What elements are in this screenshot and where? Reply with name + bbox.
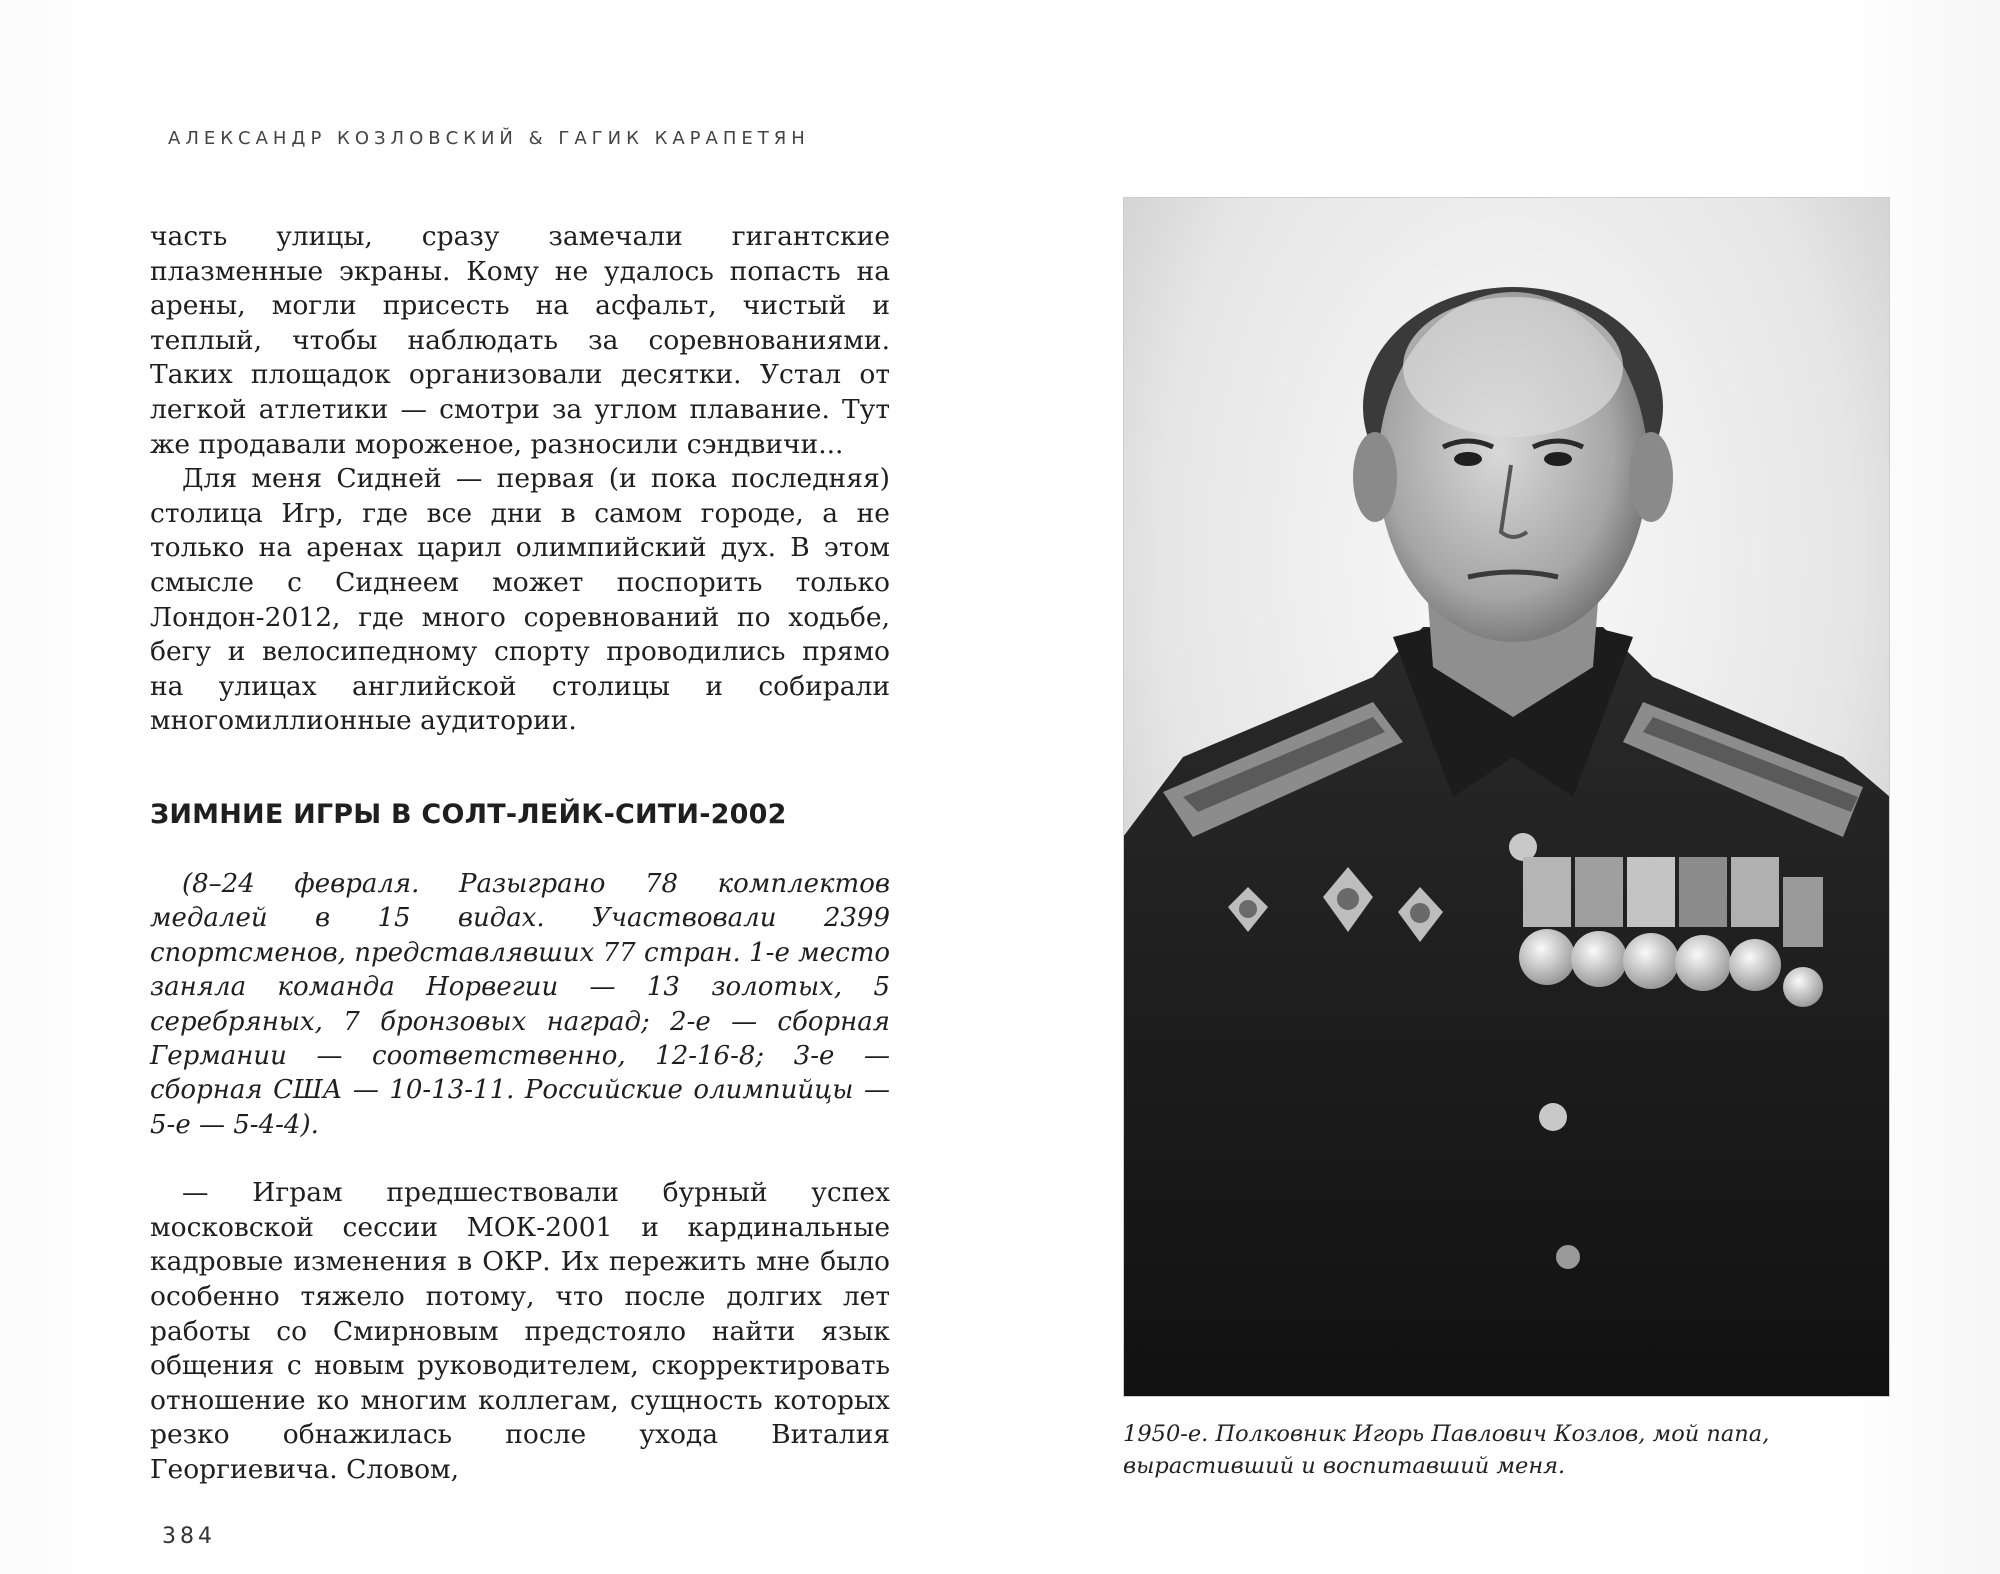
body-paragraph-3: — Играм предшествовали бурный успех московской сессии МОК-2001 и кардинальные кадровые изменения в ОКР. Их пережить мне было особенно тяжело потому, что после долгих лет работы со Смирновым предстояло найти язык общения с новым руководителем, скорректировать отношение ко многим коллегам, сущность которых резко обнажилась после ухода Виталия Георгиевича. Словом, xyxy=(150,1177,890,1485)
caption-line-2: вырастивший и воспитавший меня. xyxy=(1123,1453,1566,1479)
text-column xyxy=(150,220,890,1488)
body-paragraph-1: часть улицы, сразу замечали гигантские плазменные экраны. Кому не удалось попасть на арены, могли присесть на асфальт, чистый и теплый, чтобы наблюдать за соревнованиями. Таких площадок организовали десятки. Устал от легкой атлетики — смотри за углом плавание. Тут же продавали мороженое, разносили сэндвичи... xyxy=(150,221,890,460)
section-heading: ЗИМНИЕ ИГРЫ В СОЛТ-ЛЕЙК-СИТИ-2002 xyxy=(150,798,787,830)
portrait-photo xyxy=(1123,197,1890,1397)
page-number: 384 xyxy=(162,1524,216,1549)
lead-italic-summary: (8–24 февраля. Разыграно 78 комплектов медалей в 15 видах. Участвовали 2399 спортсменов, представлявших 77 стран. 1-е место заняла команда Норвегии — 13 золотых, 5 серебряных, 7 бронзовых наград; 2-е — сборная Германии — соответственно, 12-16-8; 3-е — сборная США — 10-13-11. Российские олимпийцы — 5-е — 5-4-4). xyxy=(150,868,890,1140)
photo-caption xyxy=(1123,1418,1883,1482)
body-paragraph-2: Для меня Сидней — первая (и пока последняя) столица Игр, где все дни в самом городе, а не только на аренах царил олимпийский дух. В этом смысле с Сиднеем может поспорить только Лондон-2012, где много соревнований по ходьбе, бегу и велосипедному спорту проводились прямо на улицах английской столицы и собирали многомиллионные аудитории. xyxy=(150,463,890,737)
running-head: АЛЕКСАНДР КОЗЛОВСКИЙ & ГАГИК КАРАПЕТЯН xyxy=(168,128,810,149)
caption-line-1: 1950-е. Полковник Игорь Павлович Козлов, мой папа, xyxy=(1123,1421,1770,1447)
portrait-illustration xyxy=(1123,197,1890,1397)
